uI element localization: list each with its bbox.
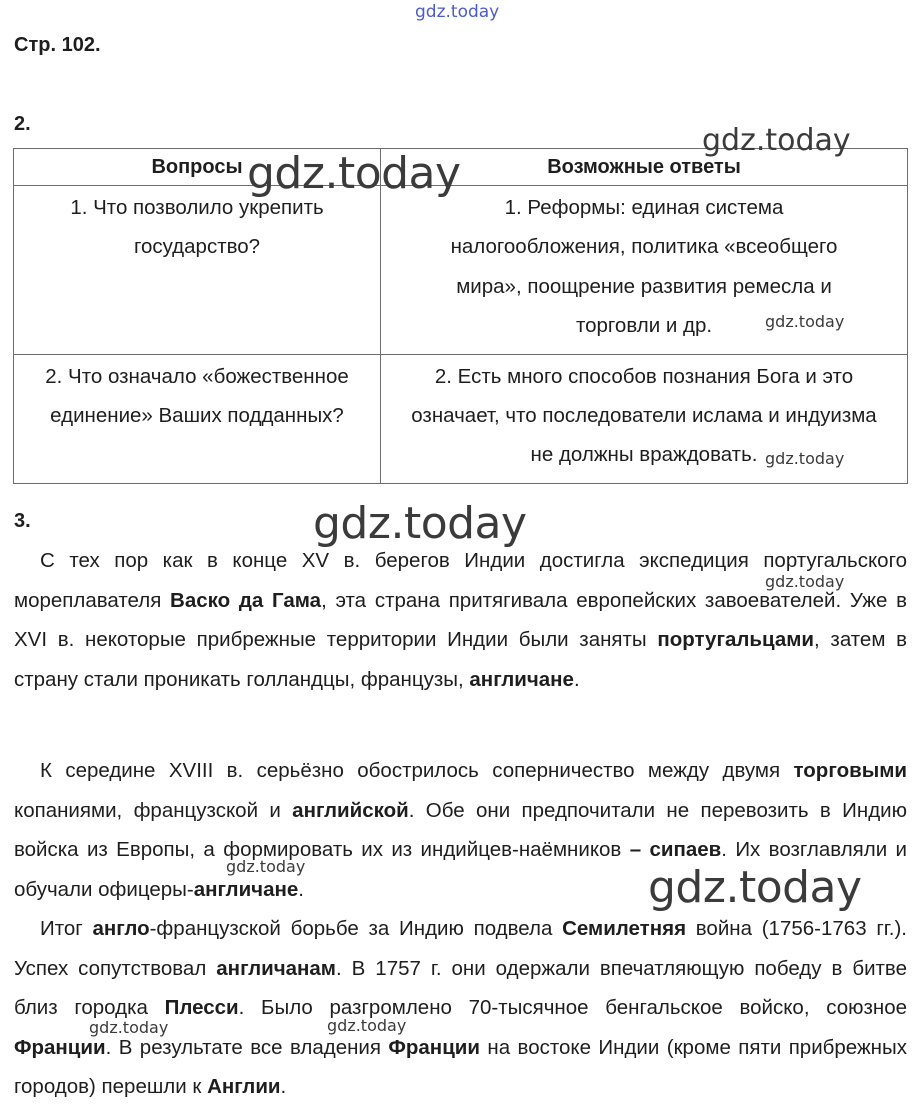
question-text: 2. Что означало «божественное единение» Ваших подданных? [45,364,349,428]
watermark: gdz.today [765,572,845,591]
watermark: gdz.today [648,862,862,913]
watermark: gdz.today [415,2,500,22]
page-title: Стр. 102. [14,34,101,56]
question-cell [14,354,381,483]
task-3-number: 3. [14,510,31,532]
answer-text: 2. Есть много способов познания Бога и это означает, что последователи ислама и индуизма не должны враждовать. [411,364,877,467]
watermark: gdz.today [327,1016,407,1035]
watermark: gdz.today [702,123,851,158]
paragraph-2: К середине XVIII в. серьёзно обострилось соперничество между двумя торговыми копаниями, французской и английской. Обе они предпочитали не перевозить в Индию войска из Европы, а формировать их из индийцев-наёмников – сипаев. Их возглавляли и обучали офицеры-англичане. [14,759,908,901]
task-2-number: 2. [14,113,31,135]
watermark: gdz.today [226,857,306,876]
watermark: gdz.today [89,1018,169,1037]
watermark: gdz.today [765,312,845,331]
question-cell [14,186,381,355]
watermark: gdz.today [765,449,845,468]
answer-text: 1. Реформы: единая система налогообложения, политика «всеобщего мира», поощрение развития ремесла и торговли и др. [450,196,838,338]
paragraph-3: Итог англо-французской борьбе за Индию подвела Семилетняя война (1756-1763 гг.). Успех сопутствовал англичанам. В 1757 г. они одержали впечатляющую победу в битве близ городка Плесси. Было разгромлено 70-тысячное бенгальское войско, союзное Франции. В результате все владения Франции на востоке Индии (кроме пяти прибрежных городов) перешли к Англии. [14,917,907,1098]
questions-column-header: Вопросы [14,149,381,186]
paragraph-1: С тех пор как в конце XV в. берегов Индии достигла экспедиция португальского мореплавателя Васко да Гама, эта страна притягивала европейских завоевателей. Уже в XVI в. некоторые прибрежные территории Индии были заняты португальцами, затем в страну стали проникать голландцы, французы, англичане. [14,549,908,691]
answers-column-header: Возможные ответы [381,149,908,186]
watermark: gdz.today [247,148,461,199]
watermark: gdz.today [313,498,527,549]
question-text: 1. Что позволило укрепить государство? [70,196,324,259]
